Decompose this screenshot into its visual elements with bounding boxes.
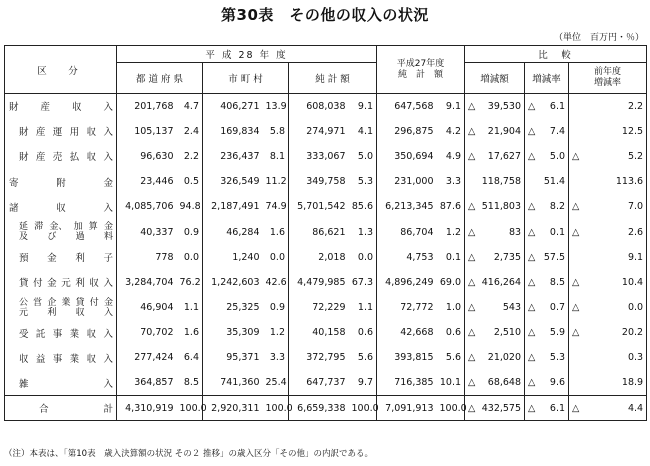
net-share: 5.3 [349, 169, 377, 194]
muni-amount: 326,549 [203, 169, 263, 194]
row-label: 寄 附 金 [5, 169, 117, 194]
net-share: 1.3 [349, 219, 377, 244]
net-share: 0.0 [349, 245, 377, 270]
net-share: 9.7 [349, 371, 377, 396]
diff-rate: △ 7.4 [525, 119, 569, 144]
negative-triangle-icon: △ [572, 276, 580, 288]
table-row [5, 194, 647, 219]
muni-amount: 1,240 [203, 245, 263, 270]
prev-diff-rate: △ 7.0 [569, 194, 647, 219]
pref-share: 2.4 [177, 119, 203, 144]
prev-net-share: 4.9 [437, 144, 465, 169]
diff-rate: △ 5.0 [525, 144, 569, 169]
muni-share: 42.6 [263, 270, 289, 295]
prev-net-share: 5.6 [437, 345, 465, 370]
pref-share: 8.5 [177, 371, 203, 396]
net-amount: 4,479,985 [289, 270, 349, 295]
net-amount: 5,701,542 [289, 194, 349, 219]
net-amount: 72,229 [289, 295, 349, 320]
prev-net-amount: 6,213,345 [377, 194, 437, 219]
row-label: 貸 付 金 元 利 収 入 [5, 270, 117, 295]
diff-rate: 51.4 [525, 169, 569, 194]
negative-triangle-icon: △ [528, 377, 536, 389]
muni-share: 0.9 [263, 295, 289, 320]
unit-label: （単位 百万円・％） [553, 33, 644, 43]
header-prev-rate: 前年度 増減率 [569, 63, 647, 94]
header-net: 純 計 額 [289, 63, 377, 94]
negative-triangle-icon: △ [572, 201, 580, 213]
table-row [5, 320, 647, 345]
row-label: 収 益 事 業 収 入 [5, 345, 117, 370]
prev-diff-rate: 0.3 [569, 345, 647, 370]
diff-rate: △ 5.3 [525, 345, 569, 370]
header-h27: 平成27年度 純 計 額 [377, 46, 465, 94]
table-row [5, 245, 647, 270]
row-label: 延 滞 金、 加 算 金 及 び 過 料 [5, 219, 117, 244]
negative-triangle-icon: △ [468, 100, 476, 112]
diff-amount: △ 83 [465, 219, 525, 244]
prev-net-share: 1.0 [437, 295, 465, 320]
prev-diff-rate: 9.1 [569, 245, 647, 270]
pref-share: 1.6 [177, 320, 203, 345]
pref-amount: 40,337 [117, 219, 177, 244]
diff-amount: △ 432,575 [465, 396, 525, 421]
negative-triangle-icon: △ [572, 226, 580, 238]
net-share: 100.0 [349, 396, 377, 421]
pref-amount: 3,284,704 [117, 270, 177, 295]
prev-net-share: 87.6 [437, 194, 465, 219]
negative-triangle-icon: △ [528, 100, 536, 112]
prev-net-amount: 42,668 [377, 320, 437, 345]
muni-share: 1.6 [263, 219, 289, 244]
negative-triangle-icon: △ [528, 201, 536, 213]
muni-amount: 169,834 [203, 119, 263, 144]
prev-diff-rate: 113.6 [569, 169, 647, 194]
pref-amount: 364,857 [117, 371, 177, 396]
prev-net-amount: 4,753 [377, 245, 437, 270]
table-row [5, 119, 647, 144]
diff-rate: △ 0.7 [525, 295, 569, 320]
header-compare: 比 較 [465, 46, 647, 63]
table-row [5, 295, 647, 320]
muni-amount: 25,325 [203, 295, 263, 320]
prev-net-amount: 296,875 [377, 119, 437, 144]
muni-amount: 2,187,491 [203, 194, 263, 219]
prev-diff-rate: 18.9 [569, 371, 647, 396]
net-amount: 349,758 [289, 169, 349, 194]
pref-share: 0.0 [177, 245, 203, 270]
prev-diff-rate: △ 0.0 [569, 295, 647, 320]
negative-triangle-icon: △ [468, 150, 476, 162]
pref-amount: 70,702 [117, 320, 177, 345]
muni-amount: 406,271 [203, 94, 263, 119]
negative-triangle-icon: △ [468, 377, 476, 389]
negative-triangle-icon: △ [528, 352, 536, 364]
negative-triangle-icon: △ [468, 352, 476, 364]
diff-rate: △ 8.2 [525, 194, 569, 219]
pref-share: 6.4 [177, 345, 203, 370]
muni-share: 3.3 [263, 345, 289, 370]
negative-triangle-icon: △ [572, 402, 580, 414]
table-row [5, 345, 647, 370]
net-amount: 608,038 [289, 94, 349, 119]
muni-share: 74.9 [263, 194, 289, 219]
muni-share: 5.8 [263, 119, 289, 144]
pref-amount: 96,630 [117, 144, 177, 169]
pref-amount: 277,424 [117, 345, 177, 370]
diff-rate: △ 8.5 [525, 270, 569, 295]
prev-net-share: 100.0 [437, 396, 465, 421]
net-amount: 40,158 [289, 320, 349, 345]
prev-diff-rate: 12.5 [569, 119, 647, 144]
diff-amount: △ 21,904 [465, 119, 525, 144]
negative-triangle-icon: △ [528, 327, 536, 339]
pref-share: 100.0 [177, 396, 203, 421]
prev-diff-rate: △ 5.2 [569, 144, 647, 169]
table-row [5, 396, 647, 421]
negative-triangle-icon: △ [528, 125, 536, 137]
negative-triangle-icon: △ [528, 276, 536, 288]
prev-diff-rate: △ 4.4 [569, 396, 647, 421]
header-h28: 平 成 28 年 度 [117, 46, 377, 63]
prev-net-share: 9.1 [437, 94, 465, 119]
negative-triangle-icon: △ [572, 302, 580, 314]
muni-amount: 35,309 [203, 320, 263, 345]
net-share: 5.6 [349, 345, 377, 370]
prev-net-amount: 7,091,913 [377, 396, 437, 421]
negative-triangle-icon: △ [468, 125, 476, 137]
diff-amount: △ 416,264 [465, 270, 525, 295]
diff-amount: △ 2,735 [465, 245, 525, 270]
net-share: 5.0 [349, 144, 377, 169]
page-title: 第30表 その他の収入の状況 [221, 6, 429, 24]
muni-amount: 741,360 [203, 371, 263, 396]
negative-triangle-icon: △ [528, 251, 536, 263]
diff-amount: △ 2,510 [465, 320, 525, 345]
net-amount: 6,659,338 [289, 396, 349, 421]
footnote: （注）本表は、「第10表 歳入決算額の状況 その２ 推移」の歳入区分「その他」の内訳である。 [4, 449, 373, 459]
row-label: 財 産 売 払 収 入 [5, 144, 117, 169]
table-row [5, 270, 647, 295]
net-share: 1.1 [349, 295, 377, 320]
table-row [5, 144, 647, 169]
muni-amount: 95,371 [203, 345, 263, 370]
diff-amount: △ 68,648 [465, 371, 525, 396]
table-body [5, 94, 647, 421]
negative-triangle-icon: △ [468, 226, 476, 238]
pref-share: 1.1 [177, 295, 203, 320]
muni-share: 100.0 [263, 396, 289, 421]
header-diff: 増減額 [465, 63, 525, 94]
diff-rate: △ 0.1 [525, 219, 569, 244]
pref-amount: 4,085,706 [117, 194, 177, 219]
diff-rate: △ 6.1 [525, 396, 569, 421]
prev-net-amount: 647,568 [377, 94, 437, 119]
muni-share: 13.9 [263, 94, 289, 119]
net-amount: 274,971 [289, 119, 349, 144]
prev-diff-rate: △ 10.4 [569, 270, 647, 295]
prev-net-share: 10.1 [437, 371, 465, 396]
diff-rate: △ 5.9 [525, 320, 569, 345]
negative-triangle-icon: △ [572, 150, 580, 162]
pref-share: 2.2 [177, 144, 203, 169]
diff-amount: △ 17,627 [465, 144, 525, 169]
prev-diff-rate: 2.2 [569, 94, 647, 119]
header-rate: 増減率 [525, 63, 569, 94]
pref-amount: 46,904 [117, 295, 177, 320]
row-label: 財 産 運 用 収 入 [5, 119, 117, 144]
row-label: 公 営 企 業 貸 付 金 元 利 収 入 [5, 295, 117, 320]
net-share: 85.6 [349, 194, 377, 219]
net-amount: 86,621 [289, 219, 349, 244]
pref-share: 4.7 [177, 94, 203, 119]
muni-amount: 46,284 [203, 219, 263, 244]
pref-amount: 201,768 [117, 94, 177, 119]
row-label: 財 産 収 入 [5, 94, 117, 119]
muni-amount: 236,437 [203, 144, 263, 169]
prev-net-share: 1.2 [437, 219, 465, 244]
net-share: 0.6 [349, 320, 377, 345]
table-row [5, 94, 647, 119]
net-share: 4.1 [349, 119, 377, 144]
row-label: 諸 収 入 [5, 194, 117, 219]
pref-share: 94.8 [177, 194, 203, 219]
pref-share: 0.5 [177, 169, 203, 194]
muni-share: 1.2 [263, 320, 289, 345]
prev-diff-rate: △ 2.6 [569, 219, 647, 244]
negative-triangle-icon: △ [468, 201, 476, 213]
prev-net-amount: 86,704 [377, 219, 437, 244]
diff-amount: △ 543 [465, 295, 525, 320]
pref-amount: 4,310,919 [117, 396, 177, 421]
prev-diff-rate: △ 20.2 [569, 320, 647, 345]
net-share: 67.3 [349, 270, 377, 295]
table-row [5, 169, 647, 194]
prev-net-amount: 4,896,249 [377, 270, 437, 295]
income-table [4, 45, 647, 421]
pref-amount: 105,137 [117, 119, 177, 144]
diff-rate: △ 6.1 [525, 94, 569, 119]
negative-triangle-icon: △ [468, 276, 476, 288]
prev-net-share: 0.6 [437, 320, 465, 345]
muni-amount: 2,920,311 [203, 396, 263, 421]
net-amount: 333,067 [289, 144, 349, 169]
row-label: 合 計 [5, 396, 117, 421]
muni-share: 11.2 [263, 169, 289, 194]
prev-net-share: 3.3 [437, 169, 465, 194]
row-label: 受 託 事 業 収 入 [5, 320, 117, 345]
prev-net-amount: 72,772 [377, 295, 437, 320]
net-amount: 647,737 [289, 371, 349, 396]
diff-rate: △ 9.6 [525, 371, 569, 396]
table-row [5, 371, 647, 396]
prev-net-share: 69.0 [437, 270, 465, 295]
header-kubun: 区 分 [5, 46, 117, 94]
pref-share: 0.9 [177, 219, 203, 244]
prev-net-amount: 350,694 [377, 144, 437, 169]
negative-triangle-icon: △ [572, 327, 580, 339]
pref-amount: 23,446 [117, 169, 177, 194]
muni-share: 0.0 [263, 245, 289, 270]
diff-amount: 118,758 [465, 169, 525, 194]
negative-triangle-icon: △ [468, 251, 476, 263]
prev-net-share: 4.2 [437, 119, 465, 144]
header-pref: 都 道 府 県 [117, 63, 203, 94]
negative-triangle-icon: △ [528, 302, 536, 314]
diff-rate: △ 57.5 [525, 245, 569, 270]
header-muni: 市 町 村 [203, 63, 289, 94]
negative-triangle-icon: △ [528, 226, 536, 238]
prev-net-amount: 393,815 [377, 345, 437, 370]
pref-amount: 778 [117, 245, 177, 270]
prev-net-share: 0.1 [437, 245, 465, 270]
prev-net-amount: 231,000 [377, 169, 437, 194]
pref-share: 76.2 [177, 270, 203, 295]
net-share: 9.1 [349, 94, 377, 119]
diff-amount: △ 21,020 [465, 345, 525, 370]
prev-net-amount: 716,385 [377, 371, 437, 396]
muni-share: 25.4 [263, 371, 289, 396]
net-amount: 372,795 [289, 345, 349, 370]
negative-triangle-icon: △ [528, 150, 536, 162]
negative-triangle-icon: △ [468, 402, 476, 414]
negative-triangle-icon: △ [468, 327, 476, 339]
row-label: 雑 入 [5, 371, 117, 396]
net-amount: 2,018 [289, 245, 349, 270]
diff-amount: △ 511,803 [465, 194, 525, 219]
muni-share: 8.1 [263, 144, 289, 169]
muni-amount: 1,242,603 [203, 270, 263, 295]
negative-triangle-icon: △ [528, 402, 536, 414]
diff-amount: △ 39,530 [465, 94, 525, 119]
table-row [5, 219, 647, 244]
negative-triangle-icon: △ [468, 302, 476, 314]
row-label: 預 金 利 子 [5, 245, 117, 270]
